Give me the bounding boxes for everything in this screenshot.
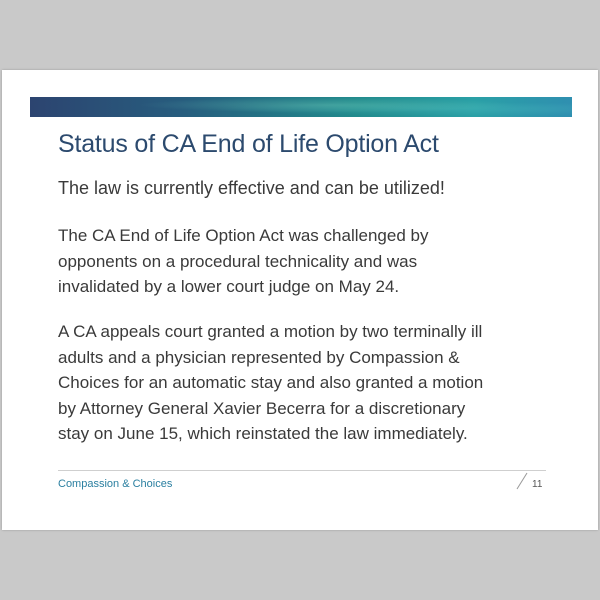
- slide-title: Status of CA End of Life Option Act: [58, 130, 439, 158]
- slide: [2, 70, 598, 530]
- paragraph-line: Choices for an automatic stay and also granted a motion: [58, 373, 484, 392]
- paragraph-lower-court: [58, 223, 558, 300]
- paragraph-line: opponents on a procedural technicality and was: [58, 251, 418, 271]
- header-banner: [30, 97, 572, 117]
- page-number: 11: [532, 479, 543, 490]
- paragraph-line: The CA End of Life Option Act was challenged by: [58, 226, 429, 245]
- paragraph-appeals-court: [58, 319, 558, 447]
- paragraph-line: adults and a physician represented by Compassion &: [58, 347, 460, 367]
- footer-organization: Compassion & Choices: [58, 478, 173, 490]
- paragraph-line: stay on June 15, which reinstated the law immediately.: [58, 424, 468, 443]
- paragraph-line: invalidated by a lower court judge on May 24.: [58, 277, 400, 296]
- slide-subtitle: The law is currently effective and can be utilized!: [58, 178, 445, 198]
- footer-slash-icon: [516, 472, 528, 490]
- paragraph-line: A CA appeals court granted a motion by two terminally ill: [58, 322, 483, 341]
- paragraph-line: by Attorney General Xavier Becerra for a discretionary: [58, 398, 466, 418]
- footer-divider: [58, 470, 546, 471]
